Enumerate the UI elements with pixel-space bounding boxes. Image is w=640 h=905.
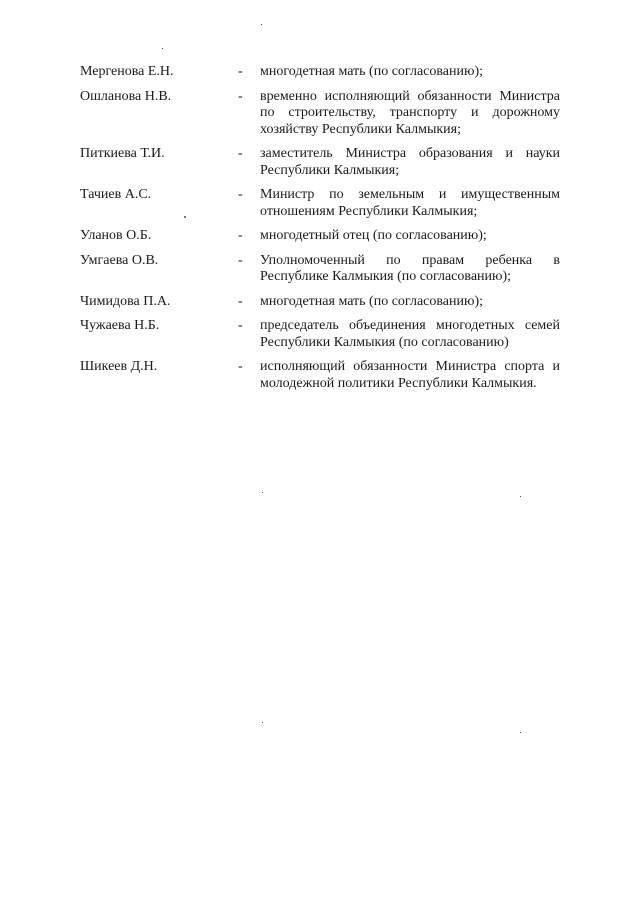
scan-speck (262, 722, 263, 723)
member-role: исполняющий обязанности Министра спорта и молодежной политики Республики Калмыкия. (260, 359, 560, 391)
scan-speck (261, 24, 262, 25)
separator-dash: - (238, 228, 243, 243)
list-item (80, 146, 560, 179)
member-role: Министр по земельным и имущественным отношениям Республики Калмыкия; (260, 187, 560, 219)
list-item (80, 187, 560, 220)
member-name: Чужаева Н.Б. (80, 318, 160, 333)
separator-dash: - (238, 293, 243, 309)
separator-dash: - (238, 318, 243, 333)
separator-dash: - (238, 88, 243, 104)
separator-dash: - (238, 187, 243, 202)
member-role: многодетная мать (по согласованию); (260, 64, 484, 79)
member-name: Шикеев Д.Н. (80, 359, 158, 374)
member-name: Ошланова Н.В. (80, 88, 172, 104)
member-role: заместитель Министра образования и науки Республики Калмыкия; (260, 146, 560, 178)
member-name: Мергенова Е.Н. (80, 64, 174, 79)
member-role: временно исполняющий обязанности Министра по строительству, транспорту и дорожному хозяйству Республики Калмыкия; (260, 88, 560, 137)
scan-speck (184, 216, 186, 218)
member-name: Тачиев А.С. (80, 187, 152, 202)
member-role: многодетная мать (по согласованию); (260, 293, 484, 309)
list-item (80, 64, 560, 81)
members-list (80, 64, 560, 400)
separator-dash: - (238, 252, 243, 268)
separator-dash: - (238, 359, 243, 374)
member-name: Питкиева Т.И. (80, 146, 165, 161)
list-item (80, 294, 560, 311)
list-item (80, 359, 560, 392)
separator-dash: - (238, 64, 243, 79)
list-item (80, 253, 560, 286)
member-role: председатель объединения многодетных семей Республики Калмыкия (по согласованию) (260, 318, 560, 350)
list-item (80, 318, 560, 351)
list-item (80, 228, 560, 245)
member-role: многодетный отец (по согласованию); (260, 228, 487, 243)
scan-speck (520, 496, 521, 497)
member-name: Уланов О.Б. (80, 228, 152, 243)
scan-speck (262, 492, 263, 493)
scan-speck (520, 732, 521, 733)
scan-speck (162, 48, 163, 49)
member-name: Умгаева О.В. (80, 252, 159, 268)
member-name: Чимидова П.А. (80, 293, 171, 309)
list-item (80, 89, 560, 139)
member-role: Уполномоченный по правам ребенка в Республике Калмыкия (по согласованию); (260, 252, 560, 284)
separator-dash: - (238, 146, 243, 161)
